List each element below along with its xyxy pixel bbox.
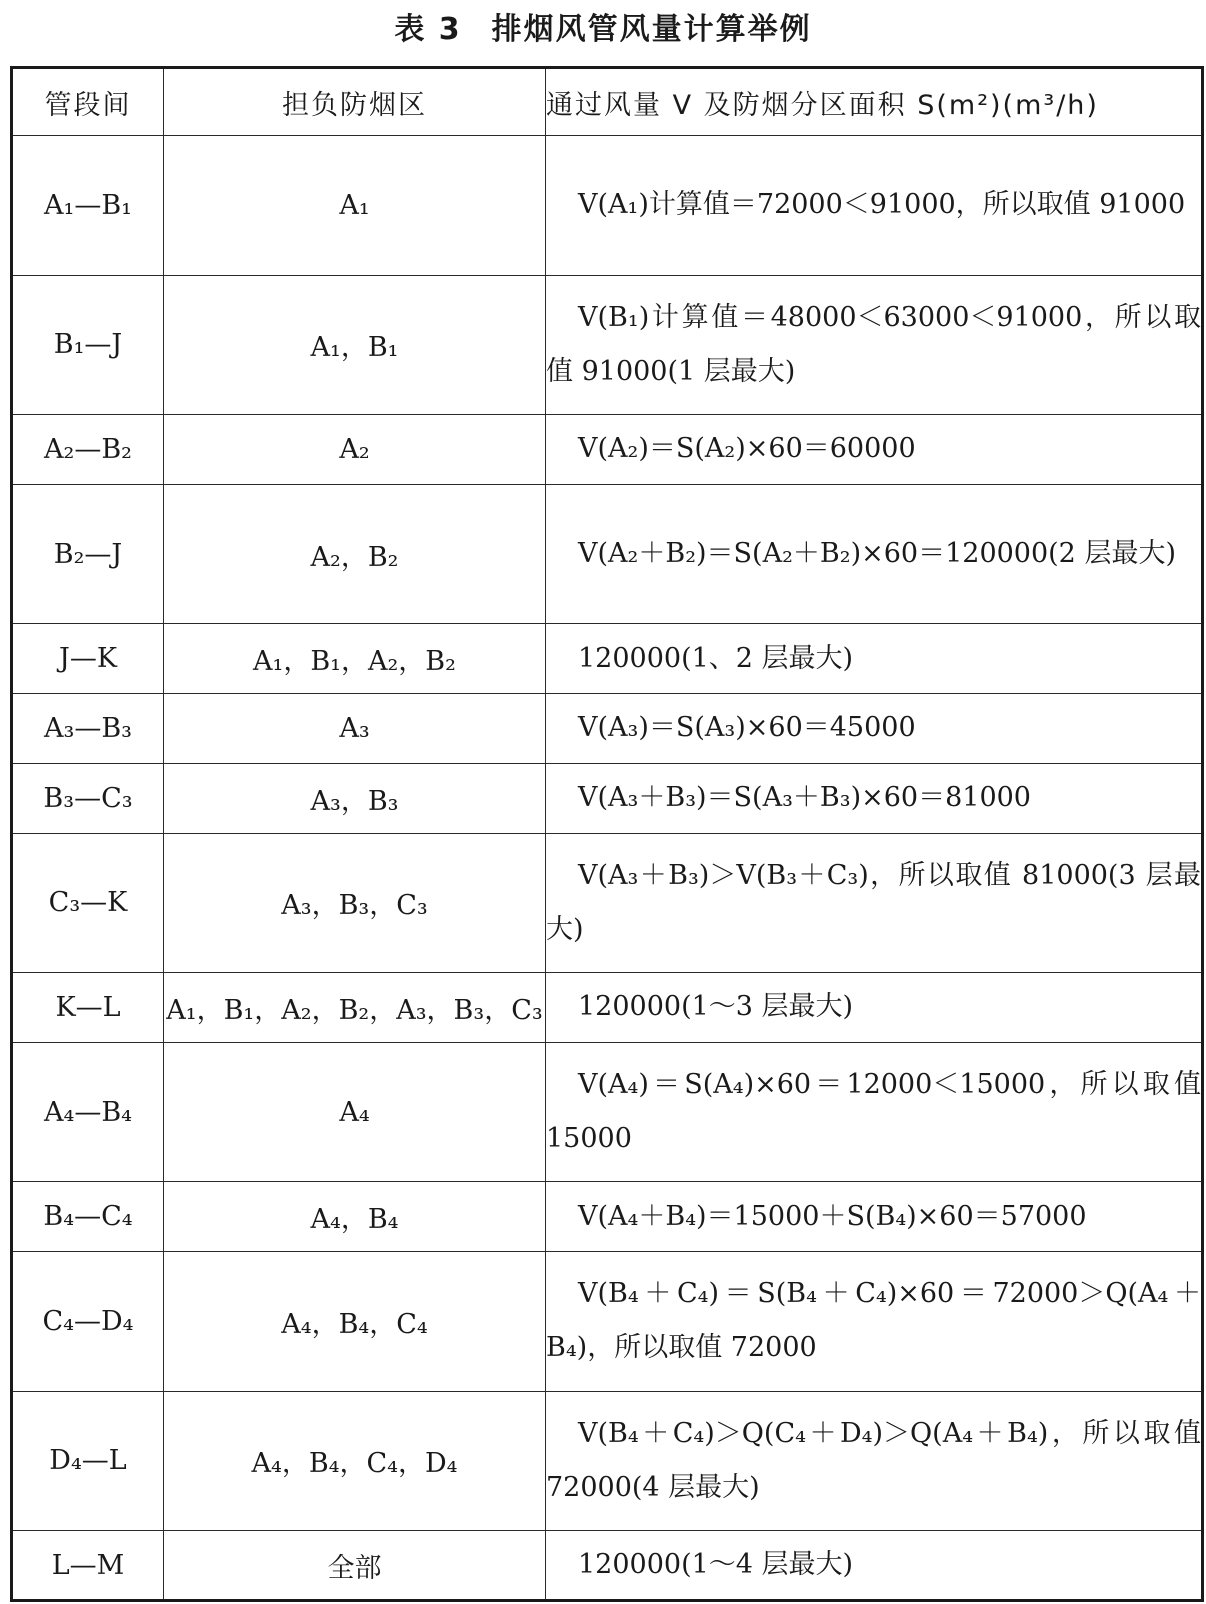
table-row <box>12 484 1203 624</box>
table-caption <box>0 6 1206 54</box>
table-row <box>12 1531 1203 1601</box>
cell-segment: K—L <box>12 973 164 1043</box>
cell-volume: V(A₃)＝S(A₃)×60＝45000 <box>546 694 1203 764</box>
cell-volume: V(A₃＋B₃)＞V(B₃＋C₃)，所以取值 81000(3 层最大) <box>546 833 1203 973</box>
cell-segment: A₂—B₂ <box>12 415 164 485</box>
cell-segment: B₁—J <box>12 275 164 415</box>
cell-zone: A₁，B₁ <box>164 275 546 415</box>
cell-volume: 120000(1～3 层最大) <box>546 973 1203 1043</box>
cell-segment: A₄—B₄ <box>12 1042 164 1182</box>
table-body <box>12 136 1203 1601</box>
cell-zone: A₃ <box>164 694 546 764</box>
cell-volume: V(A₂)＝S(A₂)×60＝60000 <box>546 415 1203 485</box>
cell-volume: V(A₂＋B₂)＝S(A₂＋B₂)×60＝120000(2 层最大) <box>546 484 1203 624</box>
cell-segment: C₄—D₄ <box>12 1252 164 1392</box>
cell-segment: B₂—J <box>12 484 164 624</box>
table-row <box>12 694 1203 764</box>
table-row <box>12 833 1203 973</box>
cell-volume: V(B₄＋C₄)＝S(B₄＋C₄)×60＝72000＞Q(A₄＋B₄)，所以取值 72000 <box>546 1252 1203 1392</box>
cell-segment: A₃—B₃ <box>12 694 164 764</box>
table-row <box>12 275 1203 415</box>
cell-zone: A₂，B₂ <box>164 484 546 624</box>
cell-zone: A₃，B₃，C₃ <box>164 833 546 973</box>
cell-volume: V(B₄＋C₄)＞Q(C₄＋D₄)＞Q(A₄＋B₄)，所以取值 72000(4 层最大) <box>546 1391 1203 1531</box>
cell-zone: A₄ <box>164 1042 546 1182</box>
table-row <box>12 1391 1203 1531</box>
table-row <box>12 1252 1203 1392</box>
cell-zone: A₄，B₄ <box>164 1182 546 1252</box>
table-row <box>12 415 1203 485</box>
table-title: 排烟风管风量计算举例 <box>491 12 812 47</box>
cell-zone: A₁，B₁，A₂，B₂，A₃，B₃，C₃ <box>164 973 546 1043</box>
header-volume: 通过风量 V 及防烟分区面积 S(m²)(m³/h) <box>546 68 1203 136</box>
header-row <box>12 68 1203 136</box>
cell-volume: V(A₄)＝S(A₄)×60＝12000＜15000，所以取值 15000 <box>546 1042 1203 1182</box>
cell-segment: A₁—B₁ <box>12 136 164 276</box>
table-number: 表 3 <box>394 12 462 47</box>
table-row <box>12 624 1203 694</box>
cell-zone: A₃，B₃ <box>164 763 546 833</box>
header-zone: 担负防烟区 <box>164 68 546 136</box>
cell-zone: A₁，B₁，A₂，B₂ <box>164 624 546 694</box>
cell-segment: B₃—C₃ <box>12 763 164 833</box>
cell-volume: 120000(1～4 层最大) <box>546 1531 1203 1601</box>
cell-volume: V(B₁)计算值＝48000＜63000＜91000，所以取值 91000(1 层最大) <box>546 275 1203 415</box>
cell-segment: J—K <box>12 624 164 694</box>
table-row <box>12 763 1203 833</box>
cell-volume: 120000(1、2 层最大) <box>546 624 1203 694</box>
cell-zone: A₂ <box>164 415 546 485</box>
cell-volume: V(A₄＋B₄)＝15000＋S(B₄)×60＝57000 <box>546 1182 1203 1252</box>
cell-volume: V(A₁)计算值＝72000＜91000，所以取值 91000 <box>546 136 1203 276</box>
table-row <box>12 136 1203 276</box>
cell-zone: 全部 <box>164 1531 546 1601</box>
cell-zone: A₄，B₄，C₄，D₄ <box>164 1391 546 1531</box>
cell-zone: A₄，B₄，C₄ <box>164 1252 546 1392</box>
cell-segment: C₃—K <box>12 833 164 973</box>
cell-volume: V(A₃＋B₃)＝S(A₃＋B₃)×60＝81000 <box>546 763 1203 833</box>
cell-segment: L—M <box>12 1531 164 1601</box>
air-volume-table <box>10 66 1204 1602</box>
cell-segment: D₄—L <box>12 1391 164 1531</box>
table-row <box>12 973 1203 1043</box>
cell-zone: A₁ <box>164 136 546 276</box>
table-row <box>12 1042 1203 1182</box>
table-row <box>12 1182 1203 1252</box>
cell-segment: B₄—C₄ <box>12 1182 164 1252</box>
header-segment: 管段间 <box>12 68 164 136</box>
